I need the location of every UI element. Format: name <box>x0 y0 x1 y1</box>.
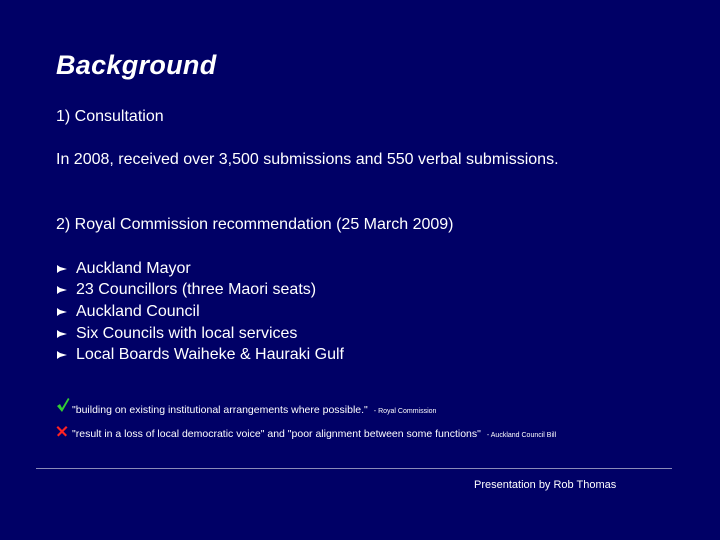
arrow-bullet-icon <box>56 349 76 361</box>
arrow-bullet-icon <box>56 263 76 275</box>
list-item <box>56 323 344 345</box>
list-item-label: Auckland Council <box>76 302 200 320</box>
negative-quote-text: "result in a loss of local democratic voice" and "poor alignment between some functions" <box>72 428 481 440</box>
section2-heading: 2) Royal Commission recommendation (25 March 2009) <box>56 216 454 233</box>
list-item <box>56 301 344 323</box>
footer-divider <box>36 468 672 469</box>
slide-title: Background <box>56 50 217 80</box>
recommendation-list <box>56 258 344 366</box>
arrow-bullet-icon <box>56 284 76 296</box>
arrow-bullet-icon <box>56 328 76 340</box>
cross-icon <box>56 424 72 442</box>
list-item <box>56 258 344 280</box>
footer-credit: Presentation by Rob Thomas <box>474 479 617 491</box>
list-item-label: 23 Councillors (three Maori seats) <box>76 281 317 299</box>
arrow-bullet-icon <box>56 306 76 318</box>
section1-heading: 1) Consultation <box>56 108 164 125</box>
list-item <box>56 280 344 302</box>
list-item-label: Auckland Mayor <box>76 259 191 277</box>
list-item-label: Local Boards Waiheke & Hauraki Gulf <box>76 346 344 364</box>
positive-quote-source: - Royal Commission <box>373 408 437 415</box>
negative-quote-source: - Auckland Council Bill <box>486 432 557 439</box>
list-item <box>56 344 344 366</box>
section1-text: In 2008, received over 3,500 submissions and 550 verbal submissions. <box>56 151 559 168</box>
negative-quote <box>56 424 556 442</box>
list-item-label: Six Councils with local services <box>76 324 298 342</box>
positive-quote-text: "building on existing institutional arrangements where possible." <box>72 404 368 416</box>
checkmark-icon <box>56 397 72 418</box>
positive-quote <box>56 397 436 418</box>
